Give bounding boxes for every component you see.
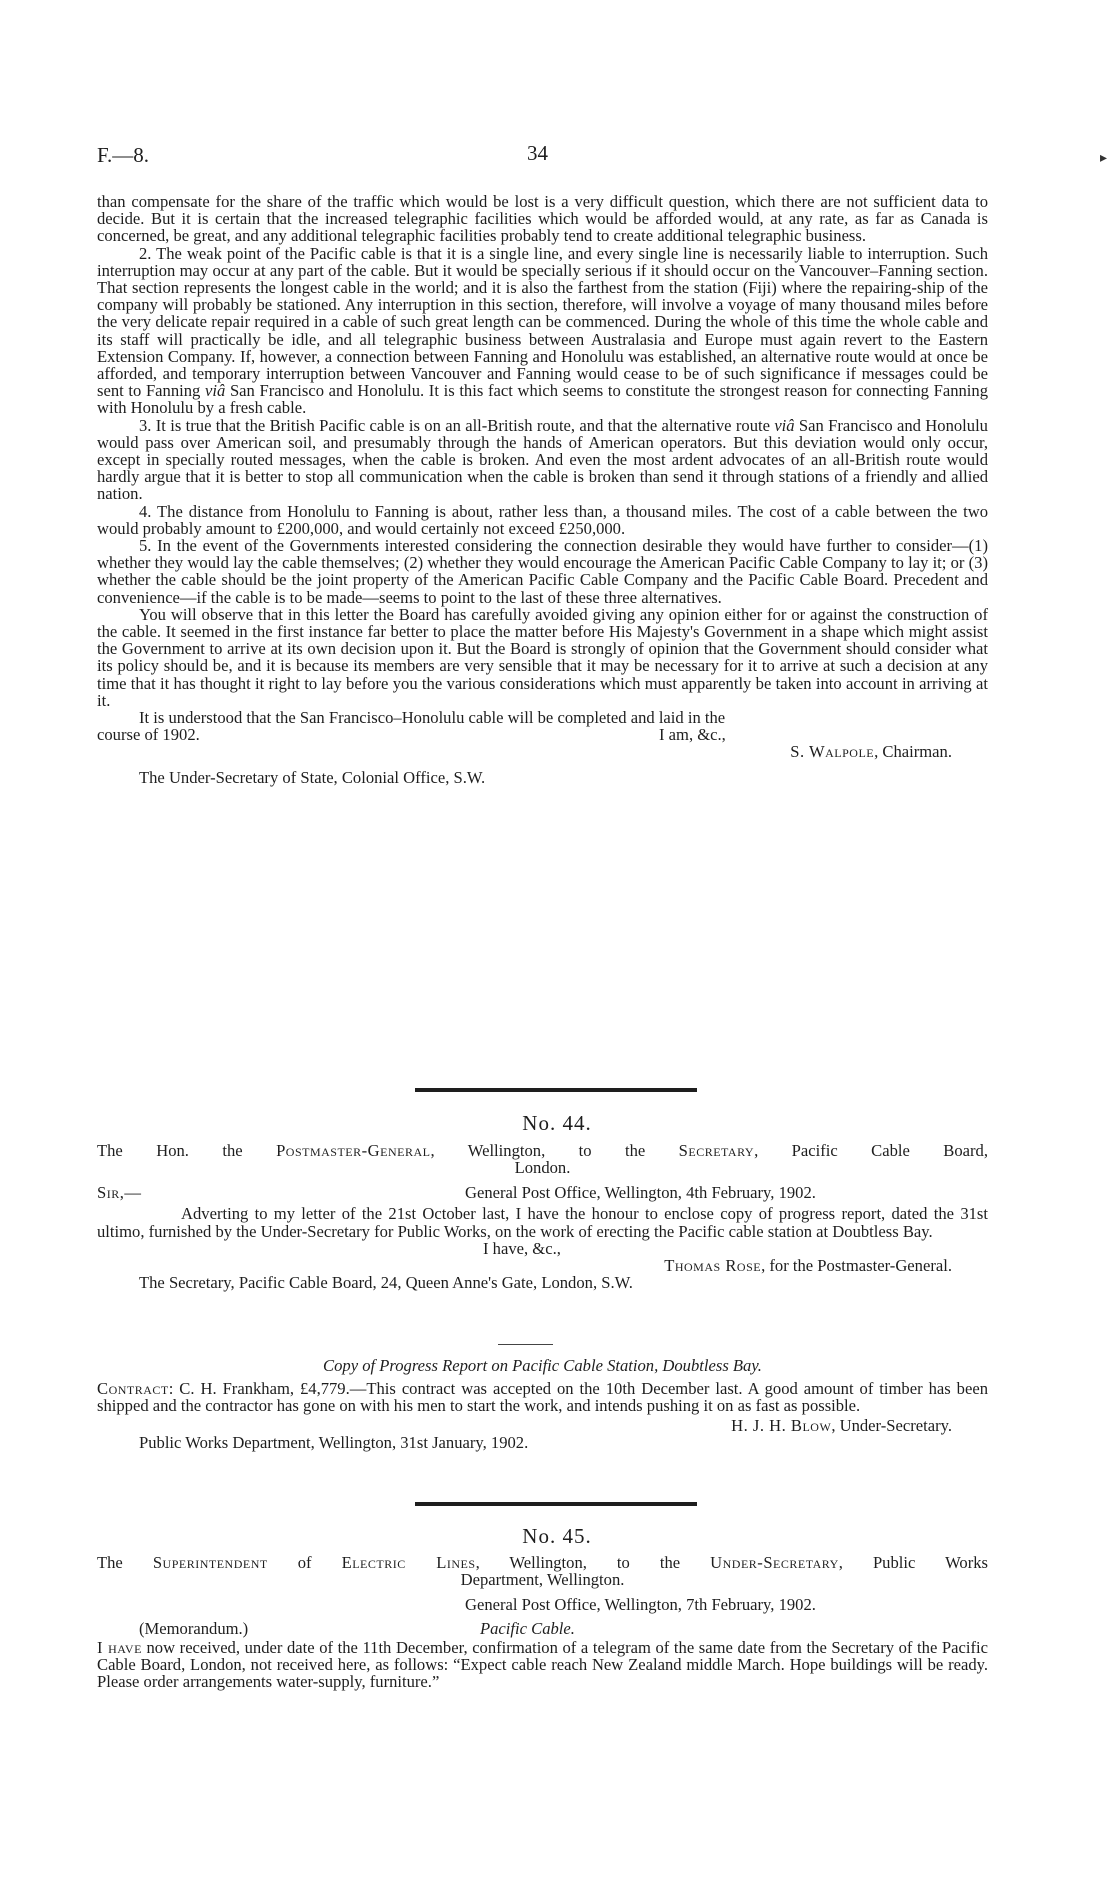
closing-phrase: I am, &c., [659, 725, 726, 745]
salutation: Sir,— [97, 1183, 142, 1203]
memo-title-line-2: Department, Wellington. [460, 1570, 625, 1590]
section-heading-no-44: No. 44. [522, 1111, 592, 1135]
short-divider [498, 1344, 553, 1345]
memo-subject: Pacific Cable. [480, 1618, 575, 1638]
closing-row [97, 726, 988, 743]
section-heading-no-45: No. 45. [522, 1524, 592, 1548]
letter-body: Adverting to my letter of the 21st October last, I have the honour to enclose copy of progress report, dated the 31st ultimo, furnished by the Under-Secretary for Public Works, on the work of erecting the Pacific cable station at Doubtless Bay. [97, 1204, 988, 1241]
paragraph-4: 4. The distance from Honolulu to Fanning is about, rather less than, a thousand miles. The cost of a cable between the two would probably amount to £200,000, and would certainly not exceed £250,000. [97, 501, 988, 538]
paragraph-3: 3. It is true that the British Pacific cable is on an all-British route, and that the alternative route viâ San Francisco and Honolulu would pass over American soil, and presumably through the hands of American operators. But this deviation would only occur, except in specially routed messages, when the cable is broken. And even the most ardent advocates of an all-British route would hardly argue that it is better to stop all communication when the cable is broken than send it through stations of a friendly and allied nation. [97, 415, 988, 504]
paragraph-5: 5. In the event of the Governments interested considering the connection desirable they would have further to consider—(1) whether they would lay the cable themselves; (2) whether they would encourage the American Pacific Cable Company to lay it; or (3) whether the cable should be the joint property of the American Pacific Cable Company and the Pacific Cable Board. Precedent and convenience—if the cable is to be made—seems to point to the last of these three alternatives. [97, 536, 988, 607]
enclosure-place-date: Public Works Department, Wellington, 31st January, 1902. [139, 1432, 529, 1452]
section-divider [415, 1088, 697, 1092]
paragraph-1: than compensate for the share of the traffic which would be lost is a very difficult question, which there are not sufficient data to decide. But it is certain that the increased telegraphic facilities which would be afforded would, at any rate, as far as Canada is concerned, be great, and any additional telegraphic facilities probably tend to create additional telegraphic business. [97, 192, 988, 246]
memo-title: The Superintendent of Electric Lines, Wellington, to the Under-Secretary, Public Works [97, 1553, 988, 1572]
enclosure [97, 1357, 988, 1451]
memo-body: I have now received, under date of the 11th December, confirmation of a telegram of the same date from the Secretary of the Pacific Cable Board, London, not received here, as follows: “Expect cable reach New Zealand middle March. Hope buildings will be ready. Please order arrangements water-supply, furniture.” [97, 1637, 988, 1692]
memo-label: (Memorandum.) [139, 1618, 249, 1638]
letter-title: The Hon. the Postmaster-General, Wellington, to the Secretary, Pacific Cable Board, [97, 1141, 988, 1160]
letter-no-44 [97, 1142, 988, 1291]
letter-continuation [97, 193, 988, 786]
dateline: General Post Office, Wellington, 4th February, 1902. [465, 1183, 816, 1203]
memo-row [97, 1620, 988, 1639]
contract-paragraph: Contract: C. H. Frankham, £4,779.—This contract was accepted on the 10th December last. A good amount of timber has been shipped and the contractor has gone on with his men to start the work, and intends pushing it on as fast as possible. [97, 1379, 988, 1416]
letter-title-line-2: London. [514, 1158, 571, 1178]
paragraph-2: 2. The weak point of the Pacific cable is that it is a single line, and every single line is necessarily liable to interruption. Such interruption may occur at any part of the cable. But it would be specially serious if it should occur on the Vancouver–Fanning section. That section represents the longest cable in the world; and it is also the farthest from the station (Fiji) where the repairing-ship of the company will probably be stationed. Any interruption in this section, therefore, will involve a voyage of many thousand miles before the very delicate repair required in a cable of such great length can be commenced. During the whole of this time the whole cable and its staff will practically be idle, and all telegraphic business between Australasia and Europe must again revert to the Eastern Extension Company. If, however, a connection between Fanning and Honolulu was established, an alternative route would at once be afforded, and temporary interruption between Vancouver and Fanning would cease to be of such significance if messages could be sent to Fanning viâ San Francisco and Honolulu. It is this fact which seems to constitute the strongest reason for connecting Fanning with Honolulu by a fresh cable. [97, 243, 988, 418]
section-divider [415, 1502, 697, 1506]
addressee: The Secretary, Pacific Cable Board, 24, Queen Anne's Gate, London, S.W. [139, 1273, 633, 1293]
paragraph-6: You will observe that in this letter the Board has carefully avoided giving any opinion either for or against the construction of the cable. It seemed in the first instance far better to place the matter before His Majesty's Government in a shape which might assist the Government to arrive at its own decision upon it. But the Board is strongly of opinion that the Government should consider what its policy should be, and it is because its members are very sensible that it may be necessary for it to arrive at such a decision at any time that it has thought it right to lay before you the various considerations which must apparently be taken into account in arriving at it. [97, 604, 988, 710]
paragraph-7: It is understood that the San Francisco–Honolulu cable will be completed and laid in the [139, 708, 726, 728]
salutation-row [97, 1184, 988, 1205]
italic-via: viâ [205, 381, 226, 401]
margin-mark: ▸ [1100, 151, 1108, 166]
memorandum-no-45 [97, 1554, 988, 1690]
enclosure-title: Copy of Progress Report on Pacific Cable Station, Doubtless Bay. [323, 1356, 762, 1375]
closing-phrase: I have, &c., [483, 1238, 561, 1258]
paragraph-7-end: course of 1902. [97, 725, 200, 745]
signature: Thomas Rose, for the Postmaster-General. [664, 1256, 952, 1276]
dateline: General Post Office, Wellington, 7th February, 1902. [465, 1595, 816, 1615]
italic-via: viâ [774, 415, 795, 435]
document-reference: F.—8. [97, 143, 149, 167]
enclosure-signature: H. J. H. Blow, Under-Secretary. [731, 1415, 952, 1435]
addressee: The Under-Secretary of State, Colonial Office, S.W. [139, 767, 486, 787]
page-number: 34 [527, 141, 548, 165]
signature: S. Walpole, Chairman. [790, 742, 952, 762]
